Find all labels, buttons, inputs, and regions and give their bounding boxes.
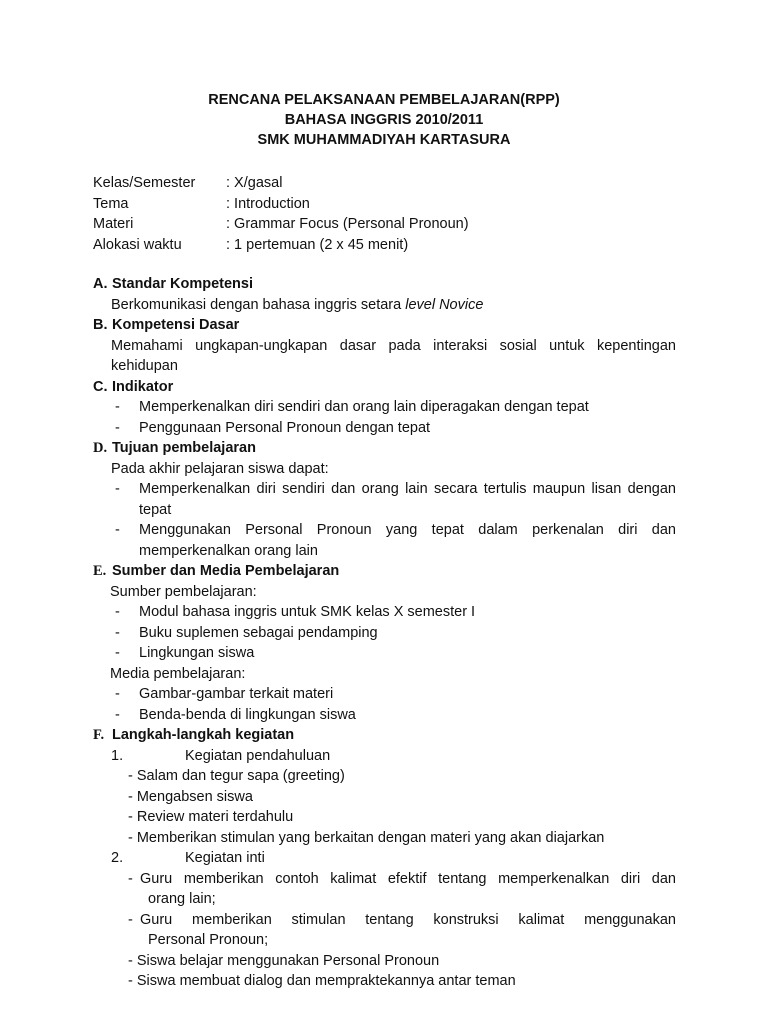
list-item: - Menggunakan Personal Pronoun yang tepat dalam perkenalan diri dan memperkenalkan orang lain [115,522,676,559]
meta-label: Materi [93,216,134,232]
section-d-intro: Pada akhir pelajaran siswa dapat: [111,460,329,477]
section-b-text: Memahami ungkapan-ungkapan dasar pada interaksi sosial untuk kepentingan kehidupan [111,337,676,374]
list-item: - Benda-benda di lingkungan siswa [115,706,356,723]
section-d-title: D. Tujuan pembelajaran [93,440,256,456]
list-item: - Modul bahasa inggris untuk SMK kelas X semester I [115,604,476,620]
meta-value: : X/gasal [226,175,283,191]
list-item: - Gambar-gambar terkait materi [115,686,334,702]
list-item: - Mengabsen siswa [128,788,253,805]
list-item: - Salam dan tegur sapa (greeting) [128,768,345,784]
meta-row [93,235,469,256]
list-item: - Siswa membuat dialog dan mempraktekannya antar teman [128,973,516,989]
meta-value: : 1 pertemuan (2 x 45 menit) [226,236,409,253]
list-item: - Siswa belajar menggunakan Personal Pronoun [128,952,440,969]
sumber-label: Sumber pembelajaran: [110,583,257,600]
section-f-title: F. Langkah-langkah kegiatan [93,727,295,743]
section-e-title: E. Sumber dan Media Pembelajaran [93,563,340,579]
document-header [0,90,768,150]
header-subject: BAHASA INGGRIS 2010/2011 [284,112,484,128]
list-item: - Guru memberikan contoh kalimat efektif tentang memperkenalkan diri dan orang lain; [128,870,676,907]
list-item: - Memberikan stimulan yang berkaitan dengan materi yang akan diajarkan [128,829,605,846]
section-b-title: B. Kompetensi Dasar [93,317,240,333]
media-label: Media pembelajaran: [110,665,246,682]
list-item: - Penggunaan Personal Pronoun dengan tepat [115,419,431,436]
step-1: 1. Kegiatan pendahuluan [111,747,331,764]
list-item: - Lingkungan siswa [115,645,255,661]
list-item: - Memperkenalkan diri sendiri dan orang lain diperagakan dengan tepat [115,399,589,415]
meta-row [93,173,469,194]
meta-value: : Introduction [226,195,310,212]
step-2: 2. Kegiatan inti [111,850,265,866]
section-a-text: Berkomunikasi dengan bahasa inggris setara level Novice [111,296,484,313]
list-item: - Review materi terdahulu [128,809,294,825]
document-body [93,274,676,992]
meta-label: Tema [93,195,129,212]
meta-row [93,214,469,235]
meta-row [93,194,469,215]
section-c-title: C. Indikator [93,378,174,395]
meta-label: Alokasi waktu [93,236,182,253]
list-item: - Memperkenalkan diri sendiri dan orang lain secara tertulis maupun lisan dengan tepat [115,481,676,518]
meta-label: Kelas/Semester [93,175,196,191]
section-a-title: A. Standar Kompetensi [93,276,253,292]
meta-value: : Grammar Focus (Personal Pronoun) [226,216,469,232]
header-school: SMK MUHAMMADIYAH KARTASURA [257,132,511,148]
list-item: - Buku suplemen sebagai pendamping [115,624,378,641]
header-title: RENCANA PELAKSANAAN PEMBELAJARAN(RPP) [208,92,560,108]
meta-table [93,173,469,255]
list-item: - Guru memberikan stimulan tentang konstruksi kalimat menggunakan Personal Pronoun; [128,911,676,948]
